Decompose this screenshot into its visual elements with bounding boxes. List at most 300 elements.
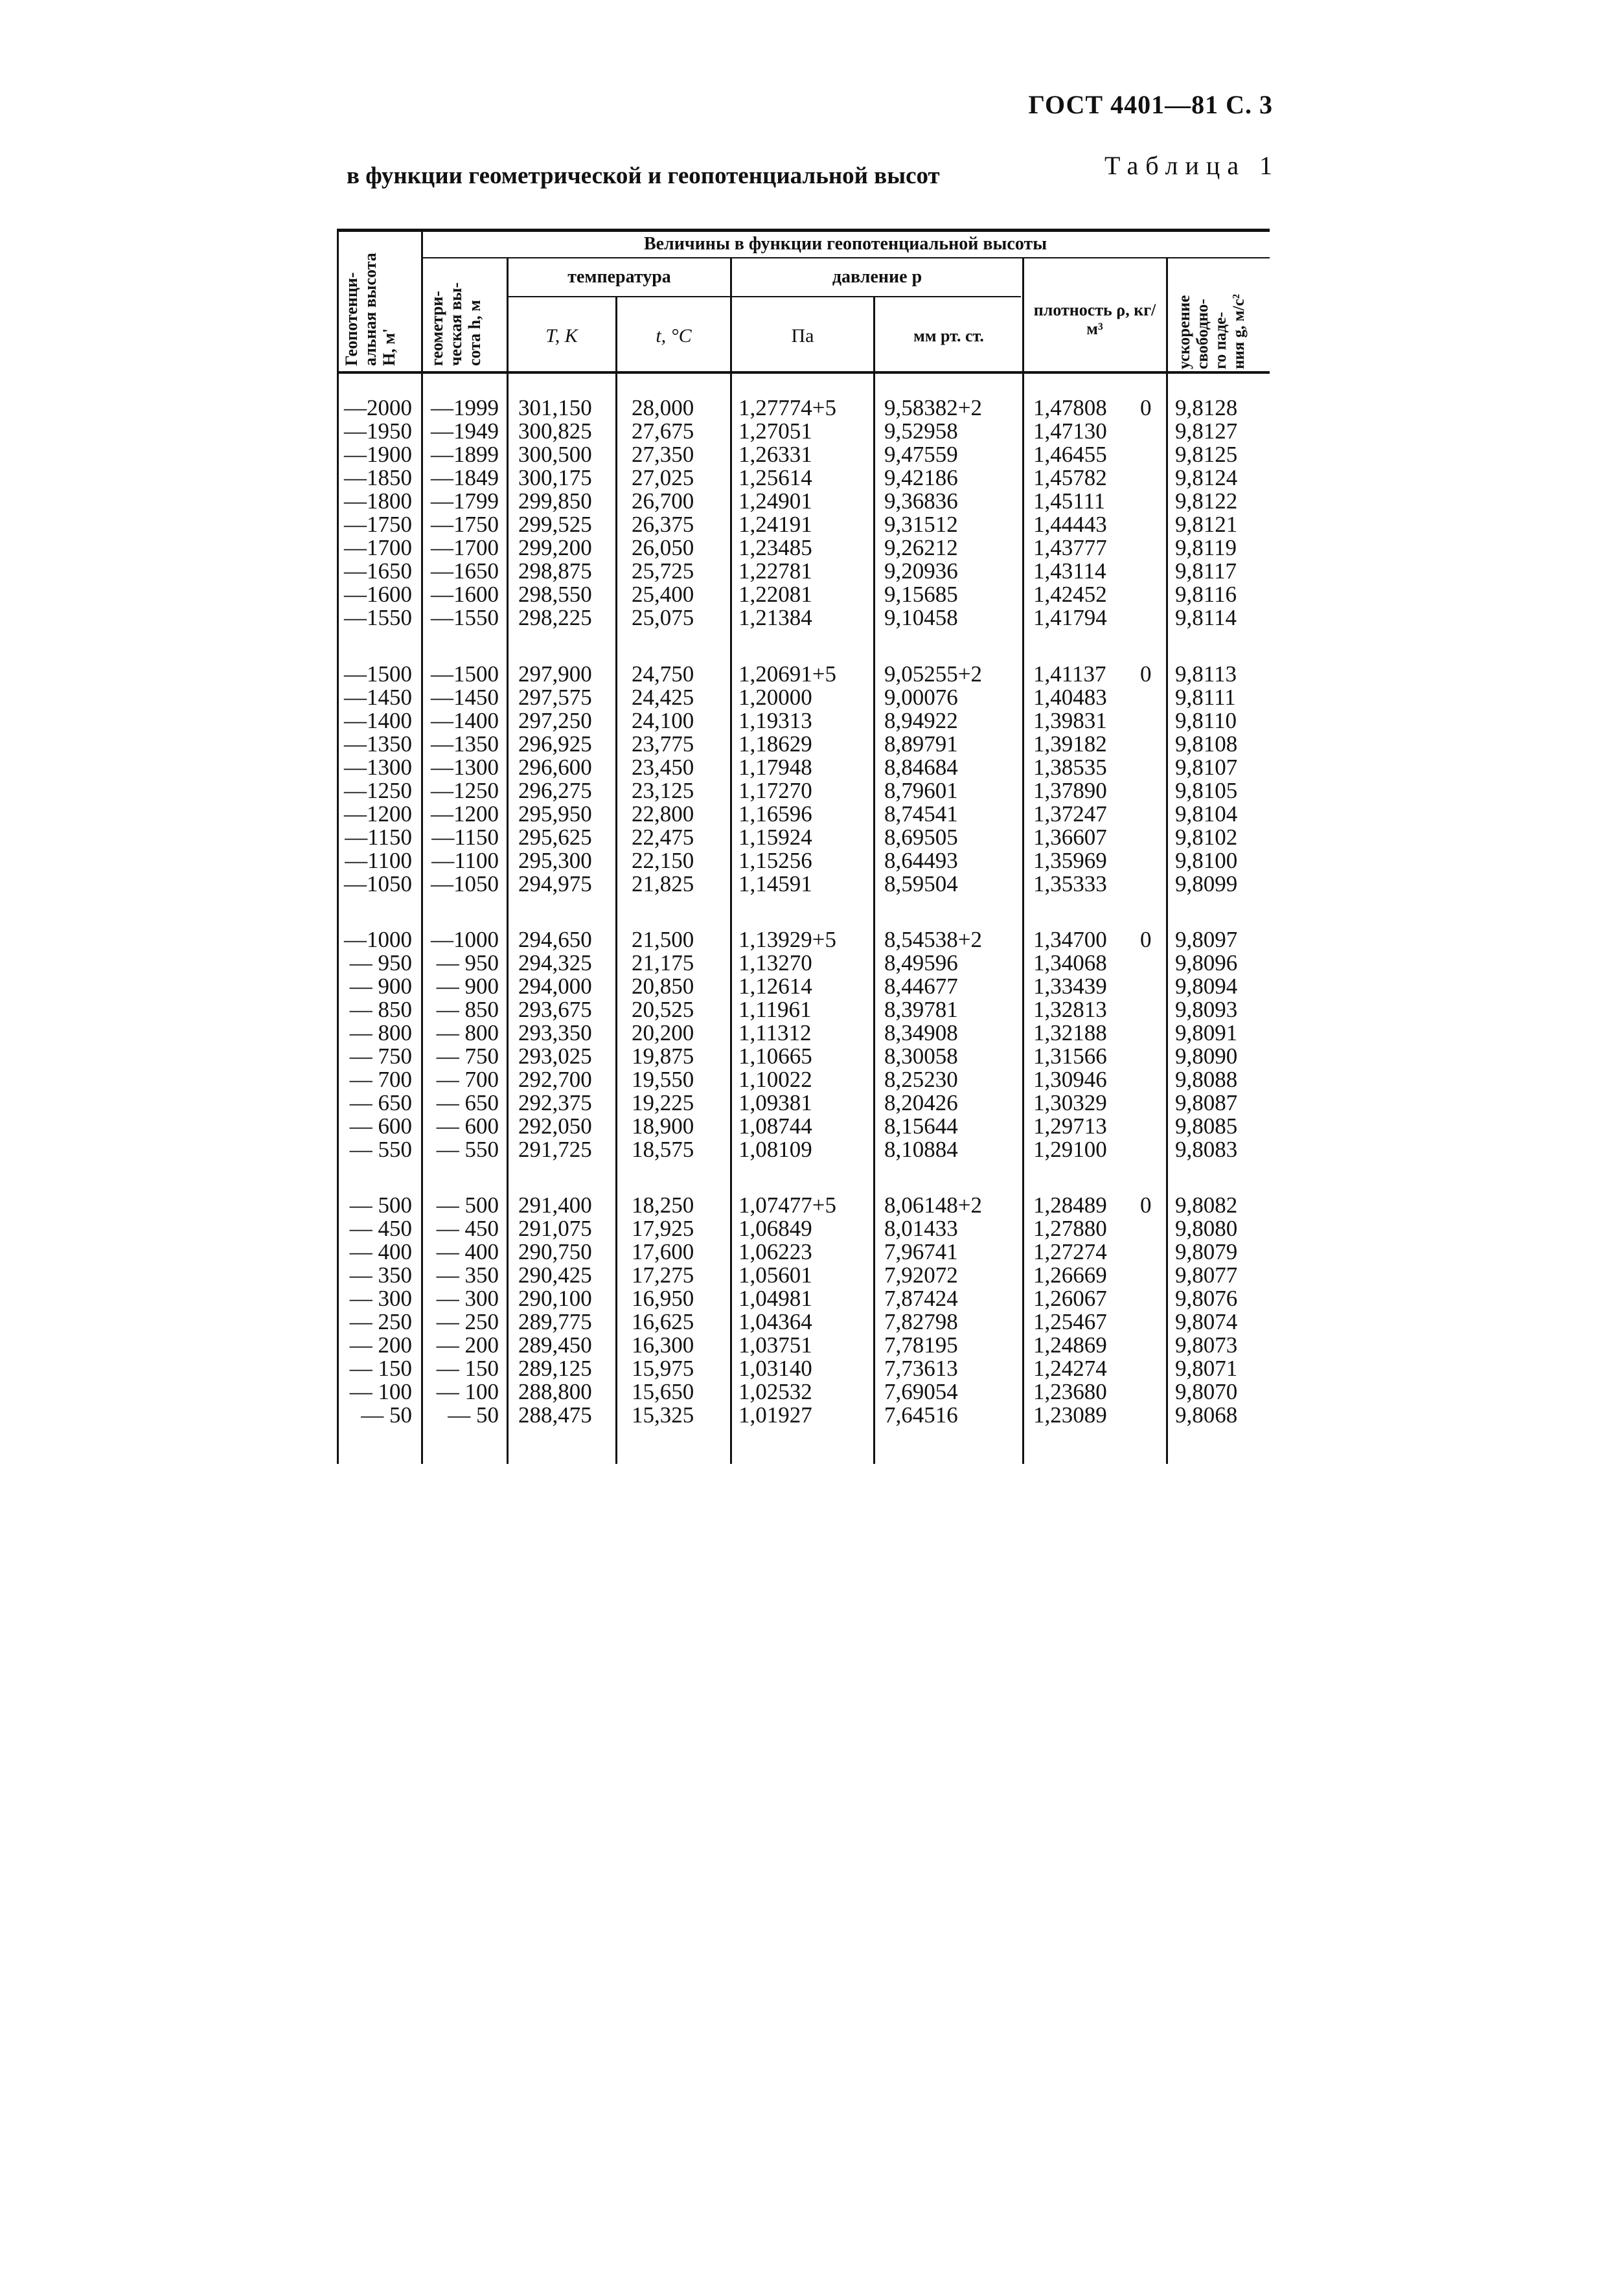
geopotential-height-cell: —1150 bbox=[345, 825, 412, 850]
table-row bbox=[0, 1217, 1624, 1240]
density-cell: 1,24869 bbox=[1033, 1332, 1107, 1358]
geopotential-height-cell: —1600 bbox=[344, 582, 412, 607]
pressure-pa-cell: 1,22781 bbox=[738, 558, 812, 584]
pressure-mmhg-cell: 8,34908 bbox=[884, 1020, 958, 1045]
gravity-cell: 9,8125 bbox=[1175, 442, 1238, 467]
header-mmhg: мм рт. ст. bbox=[913, 326, 984, 345]
temperature-k-cell: 294,000 bbox=[518, 974, 592, 999]
temperature-c-cell: 15,650 bbox=[632, 1379, 694, 1404]
table-row bbox=[0, 1334, 1624, 1357]
gravity-cell: 9,8108 bbox=[1175, 731, 1238, 757]
geometric-height-cell: —1700 bbox=[431, 535, 499, 560]
pressure-pa-cell: 1,06849 bbox=[738, 1216, 812, 1241]
table-row bbox=[0, 686, 1624, 709]
density-cell: 1,47808 bbox=[1033, 395, 1107, 420]
pressure-pa-cell: 1,03751 bbox=[738, 1332, 812, 1358]
table-label: Таблица 1 bbox=[1104, 151, 1280, 180]
table-row bbox=[0, 975, 1624, 998]
gravity-cell: 9,8104 bbox=[1175, 801, 1238, 827]
pressure-pa-cell: 1,15256 bbox=[738, 848, 812, 873]
temperature-c-cell: 18,575 bbox=[632, 1137, 694, 1162]
header-temperature: температура bbox=[567, 267, 671, 287]
pressure-pa-cell: 1,15924 bbox=[738, 825, 812, 850]
pressure-pa-cell: 1,16596 bbox=[738, 801, 812, 827]
temperature-c-cell: 25,400 bbox=[632, 582, 694, 607]
header-T: T, К bbox=[545, 325, 578, 347]
gravity-cell: 9,8080 bbox=[1175, 1216, 1238, 1241]
density-cell: 1,45111 bbox=[1033, 488, 1106, 514]
density-cell: 1,44443 bbox=[1033, 512, 1107, 537]
pressure-pa-cell: 1,25614 bbox=[738, 465, 812, 490]
table-row bbox=[0, 536, 1624, 560]
temperature-k-cell: 298,550 bbox=[518, 582, 592, 607]
gravity-cell: 9,8077 bbox=[1175, 1262, 1238, 1288]
temperature-k-cell: 291,725 bbox=[518, 1137, 592, 1162]
geometric-height-cell: —1849 bbox=[431, 465, 499, 490]
pressure-mmhg-cell: 9,20936 bbox=[884, 558, 958, 584]
density-cell: 1,46455 bbox=[1033, 442, 1107, 467]
temperature-c-cell: 26,050 bbox=[632, 535, 694, 560]
pressure-pa-cell: 1,24901 bbox=[738, 488, 812, 514]
table-row bbox=[0, 928, 1624, 952]
table-row bbox=[0, 1357, 1624, 1380]
geometric-height-cell: — 750 bbox=[436, 1044, 499, 1069]
pressure-mmhg-cell: 9,05255+2 bbox=[884, 661, 982, 687]
temperature-k-cell: 300,825 bbox=[518, 418, 592, 444]
temperature-c-cell: 22,150 bbox=[632, 848, 694, 873]
table-row bbox=[0, 466, 1624, 490]
geometric-height-cell: — 500 bbox=[436, 1192, 499, 1218]
temperature-k-cell: 290,100 bbox=[518, 1286, 592, 1311]
geometric-height-cell: — 800 bbox=[436, 1020, 499, 1045]
pressure-pa-cell: 1,04981 bbox=[738, 1286, 812, 1311]
pressure-pa-cell: 1,17270 bbox=[738, 778, 812, 803]
geometric-height-cell: — 600 bbox=[436, 1113, 499, 1139]
pressure-mmhg-cell: 8,10884 bbox=[884, 1137, 958, 1162]
geopotential-height-cell: — 500 bbox=[349, 1192, 412, 1218]
density-cell: 1,27274 bbox=[1033, 1239, 1107, 1264]
gravity-cell: 9,8114 bbox=[1175, 605, 1237, 630]
pressure-pa-cell: 1,27051 bbox=[738, 418, 812, 444]
pressure-mmhg-cell: 8,20426 bbox=[884, 1090, 958, 1115]
geometric-height-cell: — 50 bbox=[448, 1402, 499, 1428]
table-row bbox=[0, 1404, 1624, 1427]
temperature-k-cell: 295,950 bbox=[518, 801, 592, 827]
geopotential-height-cell: — 650 bbox=[349, 1090, 412, 1115]
temperature-c-cell: 25,075 bbox=[632, 605, 694, 630]
temperature-c-cell: 19,875 bbox=[632, 1044, 694, 1069]
pressure-pa-cell: 1,03140 bbox=[738, 1356, 812, 1381]
pressure-mmhg-cell: 7,78195 bbox=[884, 1332, 958, 1358]
density-cell: 1,27880 bbox=[1033, 1216, 1107, 1241]
geopotential-height-cell: —1700 bbox=[344, 535, 412, 560]
pressure-pa-cell: 1,11961 bbox=[738, 997, 812, 1022]
temperature-c-cell: 24,100 bbox=[632, 708, 694, 733]
density-cell: 1,43114 bbox=[1033, 558, 1106, 584]
pressure-mmhg-cell: 8,39781 bbox=[884, 997, 958, 1022]
geometric-height-cell: — 250 bbox=[436, 1309, 499, 1334]
geometric-height-cell: — 450 bbox=[436, 1216, 499, 1241]
table-row bbox=[0, 1264, 1624, 1287]
density-cell: 1,39831 bbox=[1033, 708, 1107, 733]
geometric-height-cell: — 300 bbox=[436, 1286, 499, 1311]
pressure-mmhg-cell: 7,92072 bbox=[884, 1262, 958, 1288]
pressure-pa-cell: 1,13929+5 bbox=[738, 927, 836, 952]
gravity-cell: 9,8105 bbox=[1175, 778, 1238, 803]
pressure-pa-cell: 1,12614 bbox=[738, 974, 812, 999]
density-cell: 1,29100 bbox=[1033, 1137, 1107, 1162]
temperature-k-cell: 296,925 bbox=[518, 731, 592, 757]
temperature-c-cell: 23,775 bbox=[632, 731, 694, 757]
geopotential-height-cell: —1450 bbox=[344, 685, 412, 710]
header-subrule-temp-pressure bbox=[508, 296, 1021, 297]
gravity-cell: 9,8102 bbox=[1175, 825, 1238, 850]
temperature-c-cell: 28,000 bbox=[632, 395, 694, 420]
temperature-k-cell: 294,650 bbox=[518, 927, 592, 952]
geopotential-height-cell: — 50 bbox=[361, 1402, 412, 1428]
pressure-pa-cell: 1,02532 bbox=[738, 1379, 812, 1404]
table-row bbox=[0, 513, 1624, 536]
pressure-mmhg-cell: 8,49596 bbox=[884, 950, 958, 976]
temperature-c-cell: 21,825 bbox=[632, 871, 694, 896]
temperature-c-cell: 27,350 bbox=[632, 442, 694, 467]
geopotential-height-cell: — 350 bbox=[349, 1262, 412, 1288]
temperature-k-cell: 291,075 bbox=[518, 1216, 592, 1241]
density-cell: 1,45782 bbox=[1033, 465, 1107, 490]
density-cell: 1,26669 bbox=[1033, 1262, 1107, 1288]
pressure-mmhg-cell: 7,96741 bbox=[884, 1239, 958, 1264]
pressure-pa-cell: 1,18629 bbox=[738, 731, 812, 757]
header-gravity: ускорение свободно- го паде- ния g, м/с² bbox=[1176, 293, 1248, 369]
gravity-cell: 9,8091 bbox=[1175, 1020, 1238, 1045]
table-row bbox=[0, 1194, 1624, 1217]
geometric-height-cell: —1450 bbox=[431, 685, 499, 710]
density-cell: 1,25467 bbox=[1033, 1309, 1107, 1334]
table-row bbox=[0, 1091, 1624, 1115]
geometric-height-cell: — 400 bbox=[436, 1239, 499, 1264]
density-cell: 1,29713 bbox=[1033, 1113, 1107, 1139]
geopotential-height-cell: — 250 bbox=[349, 1309, 412, 1334]
pressure-mmhg-cell: 8,84684 bbox=[884, 755, 958, 780]
pressure-pa-cell: 1,09381 bbox=[738, 1090, 812, 1115]
geopotential-height-cell: —1900 bbox=[344, 442, 412, 467]
geometric-height-cell: —1650 bbox=[431, 558, 499, 584]
table-row bbox=[0, 952, 1624, 975]
gravity-cell: 9,8121 bbox=[1175, 512, 1238, 537]
geopotential-height-cell: —1650 bbox=[344, 558, 412, 584]
geopotential-height-cell: —1200 bbox=[344, 801, 412, 827]
table-row bbox=[0, 490, 1624, 513]
temperature-k-cell: 291,400 bbox=[518, 1192, 592, 1218]
geometric-height-cell: —1000 bbox=[431, 927, 499, 952]
geometric-height-cell: —1100 bbox=[431, 848, 499, 873]
geometric-height-cell: — 200 bbox=[436, 1332, 499, 1358]
pressure-mmhg-cell: 9,42186 bbox=[884, 465, 958, 490]
geopotential-height-cell: —1000 bbox=[344, 927, 412, 952]
gravity-cell: 9,8110 bbox=[1175, 708, 1237, 733]
geometric-height-cell: — 700 bbox=[436, 1067, 499, 1092]
gravity-cell: 9,8116 bbox=[1175, 582, 1237, 607]
pressure-mmhg-cell: 8,74541 bbox=[884, 801, 958, 827]
temperature-c-cell: 25,725 bbox=[632, 558, 694, 584]
table-row bbox=[0, 826, 1624, 849]
temperature-k-cell: 289,125 bbox=[518, 1356, 592, 1381]
density-cell: 1,24274 bbox=[1033, 1356, 1107, 1381]
pressure-mmhg-cell: 9,52958 bbox=[884, 418, 958, 444]
geopotential-height-cell: — 400 bbox=[349, 1239, 412, 1264]
pressure-mmhg-cell: 8,25230 bbox=[884, 1067, 958, 1092]
temperature-c-cell: 21,500 bbox=[632, 927, 694, 952]
pressure-pa-cell: 1,23485 bbox=[738, 535, 812, 560]
temperature-k-cell: 299,850 bbox=[518, 488, 592, 514]
gravity-cell: 9,8107 bbox=[1175, 755, 1238, 780]
table-top-rule bbox=[337, 229, 1270, 232]
pressure-pa-cell: 1,13270 bbox=[738, 950, 812, 976]
table-row bbox=[0, 1380, 1624, 1404]
pressure-mmhg-cell: 8,15644 bbox=[884, 1113, 958, 1139]
geopotential-height-cell: —1350 bbox=[344, 731, 412, 757]
density-cell: 1,28489 bbox=[1033, 1192, 1107, 1218]
temperature-k-cell: 297,900 bbox=[518, 661, 592, 687]
geometric-height-cell: — 650 bbox=[436, 1090, 499, 1115]
pressure-mmhg-cell: 9,00076 bbox=[884, 685, 958, 710]
temperature-c-cell: 22,475 bbox=[632, 825, 694, 850]
density-cell: 1,33439 bbox=[1033, 974, 1107, 999]
density-cell: 1,32813 bbox=[1033, 997, 1107, 1022]
gravity-cell: 9,8100 bbox=[1175, 848, 1238, 873]
density-cell: 1,41137 bbox=[1033, 661, 1106, 687]
temperature-k-cell: 299,525 bbox=[518, 512, 592, 537]
gravity-cell: 9,8119 bbox=[1175, 535, 1237, 560]
pressure-mmhg-cell: 9,58382+2 bbox=[884, 395, 982, 420]
pressure-pa-cell: 1,05601 bbox=[738, 1262, 812, 1288]
density-exponent-cell: 0 bbox=[1140, 661, 1152, 687]
temperature-c-cell: 16,950 bbox=[632, 1286, 694, 1311]
temperature-c-cell: 18,900 bbox=[632, 1113, 694, 1139]
gravity-cell: 9,8079 bbox=[1175, 1239, 1238, 1264]
temperature-k-cell: 300,500 bbox=[518, 442, 592, 467]
pressure-mmhg-cell: 8,01433 bbox=[884, 1216, 958, 1241]
pressure-mmhg-cell: 8,59504 bbox=[884, 871, 958, 896]
geopotential-height-cell: —1800 bbox=[344, 488, 412, 514]
pressure-pa-cell: 1,08744 bbox=[738, 1113, 812, 1139]
pressure-pa-cell: 1,14591 bbox=[738, 871, 812, 896]
pressure-pa-cell: 1,07477+5 bbox=[738, 1192, 836, 1218]
pressure-mmhg-cell: 8,64493 bbox=[884, 848, 958, 873]
geometric-height-cell: — 900 bbox=[436, 974, 499, 999]
pressure-mmhg-cell: 7,69054 bbox=[884, 1379, 958, 1404]
gravity-cell: 9,8085 bbox=[1175, 1113, 1238, 1139]
geopotential-height-cell: — 200 bbox=[349, 1332, 412, 1358]
density-cell: 1,30946 bbox=[1033, 1067, 1107, 1092]
header-geopotential-height: Геопотенци- альная высота H, м' bbox=[342, 253, 399, 366]
pressure-pa-cell: 1,26331 bbox=[738, 442, 812, 467]
density-cell: 1,34700 bbox=[1033, 927, 1107, 952]
gravity-cell: 9,8113 bbox=[1175, 661, 1237, 687]
temperature-k-cell: 298,225 bbox=[518, 605, 592, 630]
gravity-cell: 9,8071 bbox=[1175, 1356, 1238, 1381]
geometric-height-cell: —1250 bbox=[431, 778, 499, 803]
temperature-k-cell: 289,450 bbox=[518, 1332, 592, 1358]
temperature-k-cell: 290,750 bbox=[518, 1239, 592, 1264]
temperature-k-cell: 298,875 bbox=[518, 558, 592, 584]
table-row bbox=[0, 803, 1624, 826]
pressure-pa-cell: 1,10665 bbox=[738, 1044, 812, 1069]
temperature-c-cell: 23,125 bbox=[632, 778, 694, 803]
gravity-cell: 9,8090 bbox=[1175, 1044, 1238, 1069]
geopotential-height-cell: — 150 bbox=[349, 1356, 412, 1381]
pressure-pa-cell: 1,21384 bbox=[738, 605, 812, 630]
density-cell: 1,32188 bbox=[1033, 1020, 1107, 1045]
temperature-k-cell: 299,200 bbox=[518, 535, 592, 560]
geometric-height-cell: — 950 bbox=[436, 950, 499, 976]
density-cell: 1,35969 bbox=[1033, 848, 1107, 873]
density-cell: 1,40483 bbox=[1033, 685, 1107, 710]
temperature-k-cell: 288,475 bbox=[518, 1402, 592, 1428]
geopotential-height-cell: — 300 bbox=[349, 1286, 412, 1311]
gravity-cell: 9,8083 bbox=[1175, 1137, 1238, 1162]
geopotential-height-cell: — 900 bbox=[349, 974, 412, 999]
temperature-c-cell: 19,225 bbox=[632, 1090, 694, 1115]
pressure-mmhg-cell: 8,69505 bbox=[884, 825, 958, 850]
pressure-mmhg-cell: 7,82798 bbox=[884, 1309, 958, 1334]
temperature-c-cell: 17,600 bbox=[632, 1239, 694, 1264]
table-row bbox=[0, 663, 1624, 686]
geometric-height-cell: —1500 bbox=[431, 661, 499, 687]
pressure-mmhg-cell: 8,79601 bbox=[884, 778, 958, 803]
density-cell: 1,23680 bbox=[1033, 1379, 1107, 1404]
density-cell: 1,37247 bbox=[1033, 801, 1107, 827]
pressure-mmhg-cell: 9,36836 bbox=[884, 488, 958, 514]
geopotential-height-cell: — 850 bbox=[349, 997, 412, 1022]
temperature-k-cell: 292,375 bbox=[518, 1090, 592, 1115]
pressure-pa-cell: 1,27774+5 bbox=[738, 395, 836, 420]
table-row bbox=[0, 1021, 1624, 1045]
geopotential-height-cell: —1850 bbox=[344, 465, 412, 490]
geometric-height-cell: —1899 bbox=[431, 442, 499, 467]
header-density: плотность ρ, кг/м³ bbox=[1033, 301, 1156, 338]
geometric-height-cell: — 150 bbox=[436, 1356, 499, 1381]
temperature-c-cell: 17,275 bbox=[632, 1262, 694, 1288]
pressure-mmhg-cell: 7,73613 bbox=[884, 1356, 958, 1381]
table-row bbox=[0, 1138, 1624, 1161]
gravity-cell: 9,8097 bbox=[1175, 927, 1238, 952]
temperature-c-cell: 17,925 bbox=[632, 1216, 694, 1241]
geopotential-height-cell: — 800 bbox=[349, 1020, 412, 1045]
geopotential-height-cell: — 750 bbox=[349, 1044, 412, 1069]
density-cell: 1,30329 bbox=[1033, 1090, 1107, 1115]
geometric-height-cell: —1300 bbox=[431, 755, 499, 780]
pressure-pa-cell: 1,11312 bbox=[738, 1020, 812, 1045]
table-row bbox=[0, 1240, 1624, 1264]
pressure-pa-cell: 1,10022 bbox=[738, 1067, 812, 1092]
table-row bbox=[0, 849, 1624, 873]
geopotential-height-cell: —1750 bbox=[344, 512, 412, 537]
geopotential-height-cell: — 100 bbox=[349, 1379, 412, 1404]
geometric-height-cell: —1949 bbox=[431, 418, 499, 444]
gravity-cell: 9,8073 bbox=[1175, 1332, 1238, 1358]
geopotential-height-cell: — 950 bbox=[349, 950, 412, 976]
pressure-pa-cell: 1,06223 bbox=[738, 1239, 812, 1264]
geopotential-height-cell: —1050 bbox=[344, 871, 412, 896]
pressure-pa-cell: 1,22081 bbox=[738, 582, 812, 607]
density-exponent-cell: 0 bbox=[1140, 395, 1152, 420]
gravity-cell: 9,8082 bbox=[1175, 1192, 1238, 1218]
geometric-height-cell: —1600 bbox=[431, 582, 499, 607]
pressure-mmhg-cell: 8,06148+2 bbox=[884, 1192, 982, 1218]
table-row bbox=[0, 998, 1624, 1021]
table-row bbox=[0, 1068, 1624, 1091]
table-row bbox=[0, 560, 1624, 583]
temperature-c-cell: 23,450 bbox=[632, 755, 694, 780]
table-row bbox=[0, 420, 1624, 443]
temperature-c-cell: 15,325 bbox=[632, 1402, 694, 1428]
temperature-c-cell: 16,300 bbox=[632, 1332, 694, 1358]
table-row bbox=[0, 606, 1624, 630]
table-row bbox=[0, 583, 1624, 606]
geometric-height-cell: —1400 bbox=[431, 708, 499, 733]
temperature-c-cell: 20,525 bbox=[632, 997, 694, 1022]
density-cell: 1,23089 bbox=[1033, 1402, 1107, 1428]
header-group-title: Величины в функции геопотенциальной высоты bbox=[643, 234, 1047, 254]
geopotential-height-cell: — 550 bbox=[349, 1137, 412, 1162]
header-subrule-group bbox=[422, 257, 1270, 258]
pressure-pa-cell: 1,24191 bbox=[738, 512, 812, 537]
gravity-cell: 9,8122 bbox=[1175, 488, 1238, 514]
temperature-c-cell: 21,175 bbox=[632, 950, 694, 976]
pressure-mmhg-cell: 8,44677 bbox=[884, 974, 958, 999]
gravity-cell: 9,8124 bbox=[1175, 465, 1238, 490]
pressure-mmhg-cell: 9,47559 bbox=[884, 442, 958, 467]
temperature-k-cell: 292,700 bbox=[518, 1067, 592, 1092]
geopotential-height-cell: —1300 bbox=[344, 755, 412, 780]
density-cell: 1,35333 bbox=[1033, 871, 1107, 896]
pressure-pa-cell: 1,08109 bbox=[738, 1137, 812, 1162]
pressure-mmhg-cell: 9,10458 bbox=[884, 605, 958, 630]
table-row bbox=[0, 443, 1624, 466]
geometric-height-cell: — 100 bbox=[436, 1379, 499, 1404]
gravity-cell: 9,8127 bbox=[1175, 418, 1238, 444]
temperature-c-cell: 26,700 bbox=[632, 488, 694, 514]
temperature-c-cell: 20,200 bbox=[632, 1020, 694, 1045]
density-exponent-cell: 0 bbox=[1140, 927, 1152, 952]
pressure-mmhg-cell: 8,30058 bbox=[884, 1044, 958, 1069]
table-row bbox=[0, 1287, 1624, 1310]
density-cell: 1,37890 bbox=[1033, 778, 1107, 803]
header-pa: Па bbox=[791, 325, 814, 347]
gravity-cell: 9,8099 bbox=[1175, 871, 1238, 896]
density-cell: 1,36607 bbox=[1033, 825, 1107, 850]
gravity-cell: 9,8128 bbox=[1175, 395, 1238, 420]
pressure-mmhg-cell: 9,31512 bbox=[884, 512, 958, 537]
geopotential-height-cell: —1550 bbox=[344, 605, 412, 630]
geopotential-height-cell: —1400 bbox=[344, 708, 412, 733]
gravity-cell: 9,8074 bbox=[1175, 1309, 1238, 1334]
density-cell: 1,43777 bbox=[1033, 535, 1107, 560]
density-cell: 1,38535 bbox=[1033, 755, 1107, 780]
geopotential-height-cell: —1950 bbox=[344, 418, 412, 444]
temperature-c-cell: 22,800 bbox=[632, 801, 694, 827]
temperature-k-cell: 293,675 bbox=[518, 997, 592, 1022]
temperature-c-cell: 16,625 bbox=[632, 1309, 694, 1334]
geometric-height-cell: — 350 bbox=[436, 1262, 499, 1288]
pressure-mmhg-cell: 8,89791 bbox=[884, 731, 958, 757]
density-exponent-cell: 0 bbox=[1140, 1192, 1152, 1218]
temperature-k-cell: 292,050 bbox=[518, 1113, 592, 1139]
temperature-k-cell: 296,275 bbox=[518, 778, 592, 803]
table-row bbox=[0, 1115, 1624, 1138]
temperature-k-cell: 293,025 bbox=[518, 1044, 592, 1069]
